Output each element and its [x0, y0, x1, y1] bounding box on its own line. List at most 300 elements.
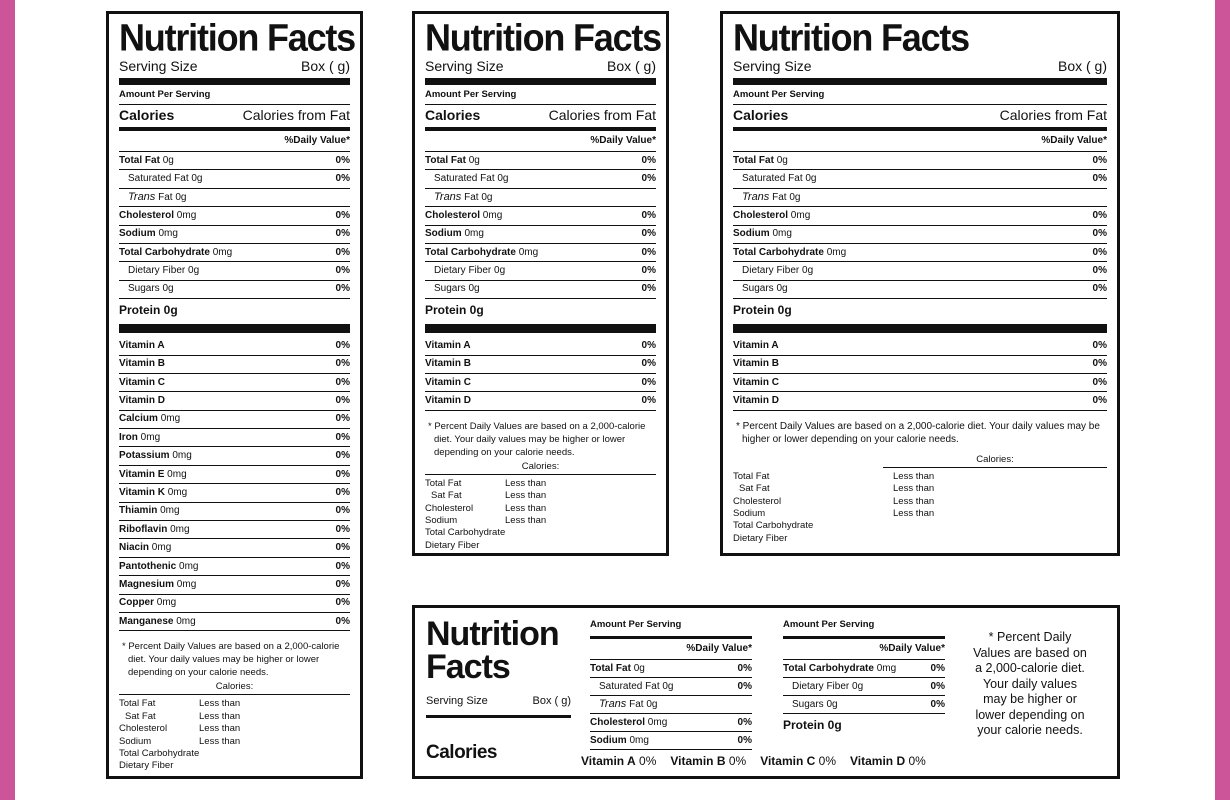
nutrient-row [590, 696, 752, 714]
nutrient-label: Sodium [590, 734, 627, 746]
nutrition-label-full [106, 11, 363, 779]
nutrient-label: Sodium [425, 228, 462, 240]
nutrient-percent: 0% [737, 716, 752, 728]
nutrient-amount: 0g [646, 699, 658, 710]
nutrient-label: Dietary Fiber [434, 265, 492, 277]
nutrient-row [119, 337, 350, 355]
serving-size-row [119, 58, 350, 74]
footer-nutrient: Total Carbohydrate [733, 520, 814, 532]
nutrient-amount: 0mg [140, 431, 161, 443]
footer-nutrient: Sat Fat [739, 483, 770, 495]
nutrient-label: Sugars [434, 283, 466, 295]
nutrient-label: Copper [119, 597, 154, 609]
footer-row [119, 698, 350, 710]
nutrient-amount: 0g [162, 283, 174, 295]
amount-per-serving: Amount Per Serving [783, 619, 875, 630]
calories-row [733, 105, 1107, 131]
nutrient-percent: 0% [335, 450, 350, 462]
nutrient-amount: 0g [162, 154, 174, 166]
nutrient-row [783, 660, 945, 678]
nutrient-name [590, 663, 645, 675]
nutrient-label: Potassium [119, 450, 170, 462]
nutrient-row [119, 429, 350, 447]
nutrient-percent: 0% [335, 486, 350, 498]
nutrient-percent: 0% [335, 523, 350, 535]
vitamin-percent: 0% [725, 754, 747, 768]
divider-xthick [119, 324, 350, 333]
serving-size-value: Box ( g) [532, 695, 571, 707]
footer-limit: Less than [199, 723, 241, 735]
footnote-section [425, 411, 656, 552]
nutrient-name [733, 395, 779, 407]
nutrient-name [425, 377, 471, 389]
nutrient-label: Fat [464, 191, 479, 203]
nutrient-name [425, 247, 538, 259]
vitamin-name: Vitamin B [670, 754, 726, 768]
nutrient-row [119, 356, 350, 374]
nutrient-name [119, 377, 165, 389]
nutrient-row [425, 262, 656, 280]
nutrient-amount: 0mg [151, 542, 172, 554]
nutrient-amount: 0mg [464, 228, 484, 240]
calories-from-fat-label: Calories from Fat [548, 107, 656, 123]
nutrient-name [425, 191, 492, 204]
divider-xthick [425, 324, 656, 333]
nutrient-row [119, 595, 350, 613]
nutrient-row [119, 558, 350, 576]
nutrient-label: Sugars [742, 283, 774, 295]
footer-limit: Less than [199, 698, 241, 710]
nutrient-row [119, 207, 350, 225]
nutrient-percent: 0% [335, 578, 350, 590]
nutrient-row [733, 226, 1107, 244]
nutrient-percent: 0% [1092, 173, 1107, 185]
vitamin-list [425, 337, 656, 411]
nutrient-label: Total Fat [119, 154, 160, 166]
footer-limit: Less than [199, 735, 241, 747]
footer-nutrient: Sodium [119, 735, 152, 747]
footer-nutrient: Sat Fat [125, 710, 156, 722]
calories-label: Calories [733, 107, 789, 123]
footer-table [119, 698, 350, 772]
nutrient-label: Cholesterol [425, 209, 481, 221]
nutrient-amount: 0mg [176, 578, 197, 590]
nutrient-amount: 0g [494, 265, 506, 277]
nutrient-name [783, 663, 896, 675]
nutrient-percent: 0% [335, 265, 350, 277]
nutrient-label: Calcium [119, 413, 158, 425]
nutrient-row [425, 226, 656, 244]
nutrient-name [425, 173, 509, 185]
nutrient-amount: 0g [188, 265, 200, 277]
nutrient-name [119, 395, 165, 407]
nutrient-name [733, 228, 792, 240]
footer-nutrient: Total Carbohydrate [119, 748, 200, 759]
nutrient-name [119, 542, 171, 554]
nutrient-label: Dietary Fiber [742, 265, 800, 277]
nutrient-name [590, 681, 674, 693]
nutrient-amount: 0mg [629, 734, 649, 746]
nutrient-name [733, 358, 779, 370]
nutrient-label: Saturated Fat [128, 173, 189, 185]
nutrient-row [425, 281, 656, 299]
nutrient-label: Sugars [128, 283, 160, 295]
serving-size-value: Box ( g) [606, 58, 656, 74]
nutrient-label: Total Fat [733, 154, 774, 166]
footer-row [425, 503, 656, 515]
nutrient-label: Fat [629, 699, 644, 710]
amount-per-serving: Amount Per Serving [590, 619, 682, 630]
nutrient-percent: 0% [335, 228, 350, 240]
nutrient-amount: 0mg [179, 560, 199, 572]
footer-row [733, 483, 1107, 495]
nutrient-percent: 0% [335, 413, 350, 425]
nutrient-row [119, 226, 350, 244]
vitamin-item [850, 754, 926, 768]
nutrient-name [733, 173, 817, 185]
serving-size-value: Box ( g) [1057, 58, 1107, 74]
nutrient-label: Vitamin A [425, 339, 471, 351]
nutrient-label: Dietary Fiber [128, 265, 186, 277]
nutrient-name [783, 699, 838, 711]
footer-row [425, 540, 656, 552]
footer-row [425, 527, 656, 539]
nutrient-percent: 0% [930, 662, 945, 674]
nutrient-percent: 0% [335, 560, 350, 572]
nutrient-list-right [783, 660, 945, 714]
nutrient-percent: 0% [335, 505, 350, 517]
calories-header: Calories: [425, 461, 656, 475]
nutrient-row [733, 170, 1107, 188]
nutrient-row [783, 696, 945, 714]
nutrient-amount: 0g [468, 154, 480, 166]
nutrient-percent: 0% [641, 376, 656, 388]
nutrient-row [119, 521, 350, 539]
nutrient-label: Riboflavin [119, 523, 168, 535]
footer-nutrient: Total Fat [119, 698, 156, 710]
nutrient-row [733, 189, 1107, 207]
nutrient-amount: 0mg [158, 228, 178, 240]
nutrient-name [733, 191, 800, 204]
nutrient-amount: 0g [662, 680, 674, 692]
calories-row [119, 105, 350, 131]
nutrient-amount: 0mg [876, 662, 897, 674]
nutrient-row [119, 281, 350, 299]
vitamin-item [581, 754, 656, 768]
nutrient-label: Cholesterol [733, 209, 789, 221]
nutrient-percent: 0% [1092, 154, 1107, 166]
nutrient-label: Total Fat [425, 154, 466, 166]
nutrient-label: Pantothenic [119, 560, 177, 572]
nutrient-name [425, 395, 471, 407]
nutrient-percent: 0% [335, 376, 350, 388]
nutrient-label: Vitamin A [733, 339, 779, 351]
vitamin-name: Vitamin D [850, 754, 906, 768]
nutrient-name [425, 358, 471, 370]
footer-nutrient: Dietary Fiber [733, 532, 788, 544]
serving-size-label: Serving Size [426, 695, 488, 707]
serving-size-row [733, 58, 1107, 74]
footer-nutrient: Sodium [733, 507, 766, 519]
calories-header: Calories: [883, 454, 1107, 468]
nutrient-percent: 0% [641, 358, 656, 370]
nutrient-name [119, 616, 196, 628]
nutrient-name [425, 155, 480, 167]
nutrient-percent: 0% [1092, 265, 1107, 277]
nutrient-row [590, 660, 752, 678]
nutrient-row [733, 374, 1107, 392]
footer-nutrient: Cholesterol [733, 495, 782, 507]
daily-value-header: %Daily Value* [733, 131, 1107, 152]
calories-label: Calories [426, 742, 497, 763]
vitamin-list [119, 337, 350, 631]
nutrient-percent: 0% [737, 734, 752, 746]
nutrient-row [119, 576, 350, 594]
nutrient-label: Cholesterol [119, 209, 175, 221]
nutrient-amount: 0g [776, 154, 788, 166]
nutrient-name [119, 561, 198, 573]
nutrient-row [425, 189, 656, 207]
nutrient-percent: 0% [335, 339, 350, 351]
footer-nutrient: Dietary Fiber [119, 760, 174, 772]
label-title-line2: Facts [426, 648, 510, 686]
nutrient-name [733, 377, 779, 389]
nutrient-label: Vitamin D [119, 394, 165, 406]
nutrient-name [425, 210, 502, 222]
nutrient-row [425, 356, 656, 374]
nutrient-name-italic: Trans [599, 698, 627, 710]
nutrient-row [425, 152, 656, 170]
nutrient-name [119, 173, 203, 185]
nutrient-label: Total Carbohydrate [783, 662, 874, 674]
nutrient-label: Sodium [119, 228, 156, 240]
nutrient-row [425, 170, 656, 188]
nutrient-row [119, 262, 350, 280]
label-title-line1: Nutrition [426, 615, 559, 653]
nutrient-row [119, 447, 350, 465]
nutrient-amount: 0mg [176, 209, 197, 221]
footer-limit: Less than [505, 490, 547, 502]
nutrient-percent: 0% [1092, 339, 1107, 351]
nutrient-name [733, 210, 810, 222]
nutrient-amount: 0mg [482, 209, 503, 221]
nutrient-percent: 0% [930, 698, 945, 710]
nutrient-label: Vitamin C [733, 376, 779, 388]
protein-label: Protein 0g [425, 303, 484, 318]
vitamin-name: Vitamin C [760, 754, 816, 768]
nutrient-name [119, 487, 187, 499]
nutrient-name [119, 210, 196, 222]
nutrient-name [425, 340, 471, 352]
nutrient-amount: 0g [776, 283, 788, 295]
nutrient-name [733, 265, 813, 277]
nutrient-amount: 0g [789, 191, 801, 203]
footnote-text: * Percent Daily Values are based on a 2,000-calorie diet. Your daily values may be higher or lower depending on your calorie needs. [122, 641, 340, 679]
nutrient-row [733, 262, 1107, 280]
footer-row [119, 748, 350, 760]
footer-limit: Less than [893, 507, 935, 519]
nutrient-label: Thiamin [119, 505, 158, 517]
nutrient-name [119, 432, 160, 444]
footnote-section [733, 411, 1107, 545]
nutrient-label: Vitamin B [425, 358, 471, 370]
footer-limit: Less than [505, 514, 547, 526]
right-border-strip [1215, 0, 1230, 800]
nutrient-row [119, 392, 350, 410]
nutrient-amount: 0mg [518, 246, 539, 258]
footer-nutrient: Cholesterol [425, 502, 474, 514]
nutrient-amount: 0mg [156, 597, 177, 609]
nutrient-amount: 0g [852, 680, 864, 692]
nutrient-row [590, 714, 752, 732]
daily-value-header: %Daily Value* [590, 636, 752, 660]
footer-row [733, 471, 1107, 483]
nutrient-row [119, 503, 350, 521]
nutrient-amount: 0g [175, 191, 187, 203]
nutrient-percent: 0% [641, 283, 656, 295]
nutrient-amount: 0g [191, 173, 203, 185]
footer-nutrient: Cholesterol [119, 723, 168, 735]
nutrient-name [733, 283, 788, 295]
nutrient-label: Saturated Fat [434, 173, 495, 185]
protein-label: Protein 0g [733, 303, 792, 318]
nutrient-label: Total Fat [590, 662, 631, 674]
nutrient-amount: 0mg [176, 615, 196, 627]
nutrient-row [119, 374, 350, 392]
calories-from-fat-label: Calories from Fat [999, 107, 1107, 123]
nutrient-percent: 0% [641, 394, 656, 406]
nutrient-name [119, 450, 192, 462]
nutrient-percent: 0% [335, 154, 350, 166]
nutrient-list-left [590, 660, 752, 750]
nutrient-amount: 0mg [172, 450, 192, 462]
footer-limit: Less than [893, 470, 935, 482]
nutrient-percent: 0% [335, 615, 350, 627]
nutrient-name [119, 579, 196, 591]
footer-table [425, 478, 656, 552]
serving-size-label: Serving Size [119, 58, 198, 74]
nutrient-percent: 0% [641, 265, 656, 277]
left-nutrient-column [590, 618, 752, 750]
serving-size-label: Serving Size [425, 58, 504, 74]
nutrient-label: Vitamin D [733, 394, 779, 406]
nutrient-percent: 0% [930, 680, 945, 692]
nutrient-list [425, 152, 656, 299]
nutrient-label: Iron [119, 431, 138, 443]
nutrient-row [425, 392, 656, 410]
nutrient-row [119, 152, 350, 170]
nutrient-label: Vitamin D [425, 394, 471, 406]
nutrient-row [425, 244, 656, 262]
nutrient-row [733, 152, 1107, 170]
nutrient-name [425, 228, 484, 240]
nutrient-percent: 0% [1092, 376, 1107, 388]
footer-row [425, 490, 656, 502]
nutrient-amount: 0mg [826, 246, 847, 258]
nutrient-amount: 0g [633, 662, 645, 674]
nutrient-label: Vitamin B [733, 358, 779, 370]
nutrient-row [119, 613, 350, 631]
daily-value-header: %Daily Value* [119, 131, 350, 152]
footnote-section [119, 631, 350, 772]
nutrient-amount: 0g [497, 173, 509, 185]
footer-row [733, 520, 1107, 532]
protein-label: Protein 0g [783, 718, 842, 732]
protein-label: Protein 0g [119, 303, 178, 318]
nutrient-row [119, 244, 350, 262]
footer-row [119, 760, 350, 772]
nutrient-name [425, 265, 505, 277]
nutrient-row [733, 337, 1107, 355]
nutrient-percent: 0% [641, 246, 656, 258]
nutrient-name [119, 469, 187, 481]
vitamin-item [760, 754, 836, 768]
nutrient-label: Niacin [119, 542, 150, 554]
nutrient-row [425, 337, 656, 355]
footer-nutrient: Total Carbohydrate [425, 527, 506, 539]
amount-per-serving: Amount Per Serving [733, 85, 1107, 105]
nutrient-label: Total Carbohydrate [733, 246, 824, 258]
nutrient-percent: 0% [641, 339, 656, 351]
nutrient-percent: 0% [335, 542, 350, 554]
daily-value-header: %Daily Value* [425, 131, 656, 152]
nutrient-name [119, 283, 174, 295]
nutrient-label: Vitamin A [119, 339, 165, 351]
nutrient-percent: 0% [641, 154, 656, 166]
footer-row [733, 508, 1107, 520]
amount-per-serving: Amount Per Serving [119, 85, 350, 105]
nutrient-name [119, 340, 165, 352]
vitamin-line [581, 754, 1061, 768]
footnote-column [970, 630, 1090, 739]
vitamin-percent: 0% [815, 754, 836, 768]
footer-row [733, 533, 1107, 545]
nutrient-row [590, 678, 752, 696]
footer-table [733, 471, 1107, 545]
nutrient-name [119, 413, 180, 425]
nutrient-label: Vitamin C [425, 376, 471, 388]
nutrient-percent: 0% [1092, 283, 1107, 295]
nutrient-name [590, 717, 667, 729]
nutrient-name [119, 191, 186, 204]
nutrient-name [119, 358, 165, 370]
divider-thick [733, 78, 1107, 85]
nutrient-name [733, 247, 846, 259]
nutrient-label: Saturated Fat [599, 680, 660, 692]
nutrient-amount: 0g [481, 191, 493, 203]
nutrient-percent: 0% [335, 173, 350, 185]
divider-thick [119, 78, 350, 85]
nutrient-percent: 0% [1092, 358, 1107, 370]
footer-limit: Less than [505, 477, 547, 489]
nutrient-row [119, 170, 350, 188]
nutrient-amount: 0mg [212, 246, 233, 258]
nutrient-percent: 0% [1092, 394, 1107, 406]
nutrient-percent: 0% [335, 394, 350, 406]
nutrient-percent: 0% [641, 228, 656, 240]
nutrient-row [733, 356, 1107, 374]
nutrient-row [425, 207, 656, 225]
footer-row [425, 478, 656, 490]
nutrient-label: Fat [772, 191, 787, 203]
calories-from-fat-label: Calories from Fat [242, 107, 350, 123]
nutrient-name [119, 265, 199, 277]
footnote-text: * Percent Daily Values are based on a 2,000-calorie diet. Your daily values may be higher or lower depending on your calorie needs. [428, 420, 646, 458]
nutrient-label: Dietary Fiber [792, 680, 850, 692]
nutrient-name [119, 247, 232, 259]
nutrient-label: Vitamin C [119, 376, 165, 388]
nutrient-label: Saturated Fat [742, 173, 803, 185]
